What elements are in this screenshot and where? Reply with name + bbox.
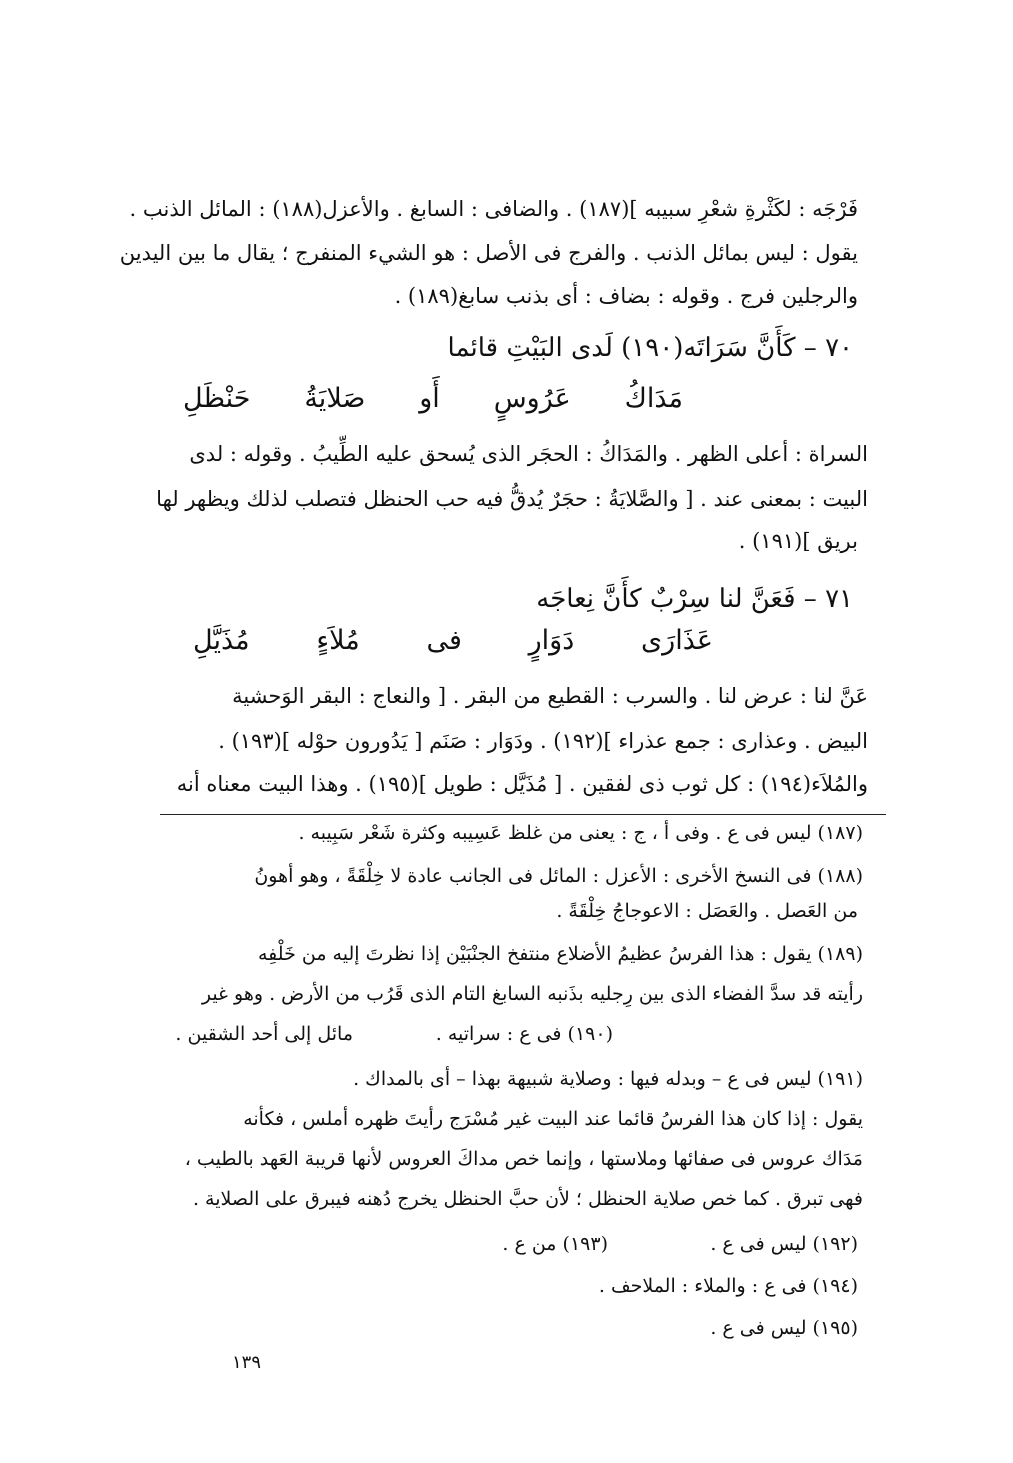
verse-70-first-hemistich: ٧٠ – كَأَنَّ سَرَاتَه(١٩٠) لَدى البَيْتِ قائما	[447, 333, 853, 363]
main-text-line: يقول : ليس بمائل الذنب . والفرج فى الأصل : هو الشيء المنفرج ؛ يقال ما بين اليدين	[119, 241, 858, 265]
footnote-line: (١٩١) ليس فى ع – وبدله فيها : وصلاية شبيهة بهذا – أى بالمداك .	[353, 1068, 863, 1090]
commentary-line: والمُلاَء(١٩٤) : كل ثوب ذى لفقين . [ مُذَيَّل : طويل ](١٩٥) . وهذا البيت معناه أنه	[176, 772, 868, 796]
footnote-line: (١٩٣) من ع .	[502, 1233, 608, 1255]
commentary-line: السراة : أعلى الظهر . والمَدَاكُ : الحجَر الذى يُسحق عليه الطِّيبُ . وقوله : لدى	[189, 442, 868, 466]
main-text-line: فَرْجَه : لكَثْرةِ شعْرِ سبيبه ](١٨٧) . والضافى : السابغ . والأعزل(١٨٨) : المائل الذنب .	[129, 197, 858, 221]
page-number: ١٣٩	[232, 1352, 262, 1373]
footnote-line: فهى تبرق . كما خص صلاية الحنظل ؛ لأن حبَّ الحنظل يخرج دُهنه فيبرق على الصلاية .	[192, 1188, 863, 1210]
footnote-line: (١٩٥) ليس فى ع .	[710, 1317, 858, 1339]
footnote-line: (١٨٨) فى النسخ الأخرى : الأعزل : المائل فى الجانب عادة لا خِلْقَةً ، وهو أهونُ	[254, 865, 863, 887]
footnote-line: من العَصل . والعَصَل : الاعوجاجُ خِلْقَةً .	[556, 900, 858, 922]
commentary-line: البيض . وعذارى : جمع عذراء ](١٩٢) . ودَوَار : صَنَم [ يَدُورون حوْله ](١٩٣) .	[218, 729, 868, 753]
footnote-line: يقول : إذا كان هذا الفرسُ قائما عند البيت غير مُسْرَج رأيتَ ظهره أملس ، فكأنه	[243, 1108, 863, 1130]
footnote-line: رأيته قد سدَّ الفضاء الذى بين رِجليه بذَنبه السابغ التام الذى قَرُب من الأرض . وهو غير	[201, 983, 863, 1005]
footnote-line: (١٨٩) يقول : هذا الفرسُ عظيمُ الأضلاع منتفخ الجنْبَيْن إذا نظرتَ إليه من خَلْفِه	[258, 943, 863, 965]
main-text-line: والرجلين فرج . وقوله : بضاف : أى بذنب سابغ(١٨٩) .	[394, 284, 858, 308]
footnote-line: مائل إلى أحد الشقين .	[175, 1023, 353, 1045]
footnote-line: (١٩٢) ليس فى ع .	[710, 1233, 858, 1255]
footnote-line: مَدَاك عروس فى صفائها وملاستها ، وإنما خص مداكَ العروس لأنها قريبة العَهد بالطيب ،	[184, 1148, 863, 1170]
footnote-separator	[160, 814, 886, 815]
verse-70-second-hemistich: مَدَاكُ عَرُوسٍ أَو صَلايَةُ حَنْظَلِ	[183, 383, 683, 414]
commentary-line: عَنَّ لنا : عرض لنا . والسرب : القطيع من البقر . [ والنعاج : البقر الوَحشية	[232, 684, 868, 708]
commentary-line: البيت : بمعنى عند . [ والصَّلايَةُ : حجَرٌ يُدقُّ فيه حب الحنظل فتصلب لذلك ويظهر لها	[156, 487, 868, 511]
footnote-line: (١٩٠) فى ع : سراتيه .	[435, 1023, 613, 1045]
verse-71-first-hemistich: ٧١ – فَعَنَّ لنا سِرْبٌ كأَنَّ نِعاجَه	[536, 584, 853, 614]
verse-71-second-hemistich: عَذَارَى دَوَارٍ فى مُلاَءٍ مُذَيَّلِ	[193, 625, 713, 656]
commentary-line: بريق ](١٩١) .	[738, 529, 858, 553]
footnote-line: (١٨٧) ليس فى ع . وفى أ ، ج : يعنى من غلظ عَسِيبه وكثرة شَعْر سَبِيبه .	[298, 822, 863, 844]
footnote-line: (١٩٤) فى ع : والملاء : الملاحف .	[598, 1275, 858, 1297]
